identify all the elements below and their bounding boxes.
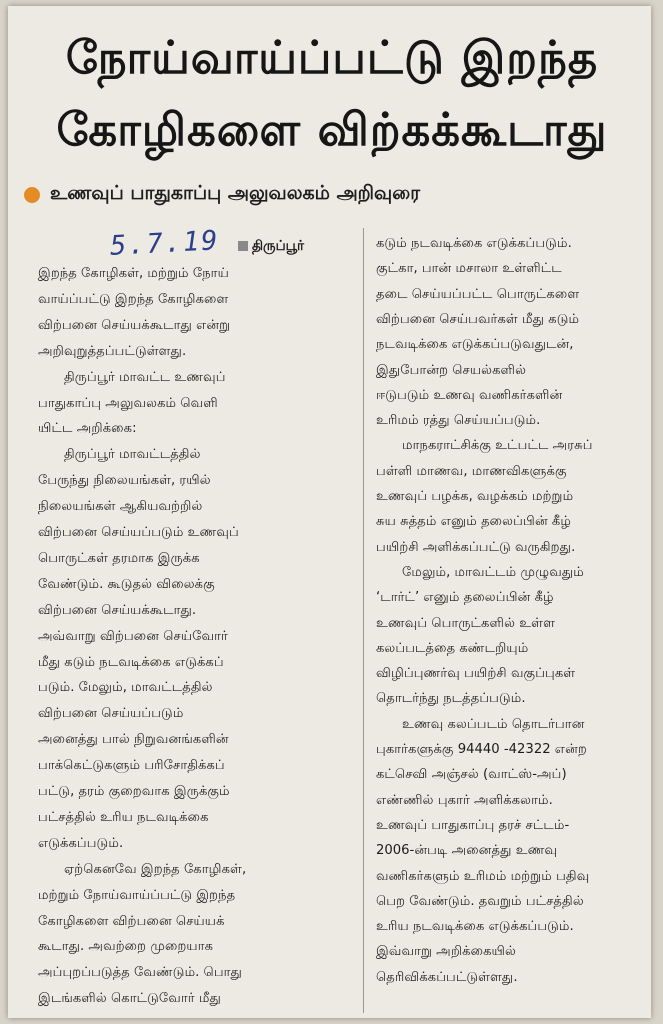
article-line: ‘டார்ட்’ எனும் தலைப்பின் கீழ் xyxy=(376,590,554,606)
column-divider xyxy=(363,228,364,1013)
article-line: இறந்த கோழிகள், மற்றும் நோய் xyxy=(38,266,229,281)
article-line: விற்பனை செய்யக்கூடாது. xyxy=(38,602,197,618)
bullet-dot-icon xyxy=(24,187,40,203)
article-line: மீது கடும் நடவடிக்கை எடுக்கப் xyxy=(38,654,224,670)
article-line: திருப்பூர் மாவட்டத்தில் xyxy=(64,447,201,463)
article-line: மேலும், மாவட்டம் முழுவதும் xyxy=(402,564,584,580)
article-line: கடும் நடவடிக்கை எடுக்கப்படும். xyxy=(376,236,572,251)
newspaper-clipping xyxy=(8,6,651,1018)
article-line: பாதுகாப்பு அலுவலகம் வெளி xyxy=(38,395,218,411)
article-line: வணிகர்களும் உரிமம் மற்றும் பதிவு xyxy=(376,868,590,884)
article-line: எண்ணில் புகார் அளிக்கலாம். xyxy=(376,792,553,808)
article-line: கலப்படத்தை கண்டறியும் xyxy=(376,640,529,656)
article-line: இதுபோன்ற செயல்களில் xyxy=(376,362,527,378)
article-line: உணவுப் பொருட்களில் உள்ள xyxy=(376,615,555,631)
article-line: அப்புறப்படுத்த வேண்டும். பொது xyxy=(38,965,242,981)
article-line: பள்ளி மாணவ, மாணவிகளுக்கு xyxy=(376,463,567,479)
article-line: நடவடிக்கை எடுக்கப்படுவதுடன், xyxy=(376,337,574,353)
headline-line-1: நோய்வாய்ப்பட்டு இறந்த xyxy=(65,31,599,84)
article-line: இடங்களில் கொட்டுவோர் மீது xyxy=(38,991,221,1007)
article-line: உரிமம் ரத்து செய்யப்படும். xyxy=(376,413,541,429)
article-line: ஈடுபடும் உணவு வணிகர்களின் xyxy=(376,387,563,403)
article-line: இவ்வாறு அறிக்கையில் xyxy=(376,944,517,960)
subheadline xyxy=(24,182,644,216)
article-line: அறிவுறுத்தப்பட்டுள்ளது. xyxy=(38,343,187,359)
article-line: விற்பனை செய்யப்படும் xyxy=(38,706,184,722)
article-line: கூடாது. அவற்றை முறையாக xyxy=(38,939,214,955)
article-line: தெரிவிக்கப்பட்டுள்ளது. xyxy=(376,969,518,985)
article-line: பொருட்கள் தரமாக இருக்க xyxy=(38,550,200,566)
article-line: உணவுப் பழக்க, வழக்கம் மற்றும் xyxy=(376,489,574,504)
article-line: விழிப்புணர்வு பயிற்சி வகுப்புகள் xyxy=(376,666,576,682)
article-line: உணவு கலப்படம் தொடர்பான xyxy=(402,716,585,732)
dateline xyxy=(238,238,304,256)
article-line: பேருந்து நிலையங்கள், ரயில் xyxy=(38,473,211,489)
article-line: மற்றும் நோய்வாய்ப்பட்டு இறந்த xyxy=(38,887,236,903)
article-line: விற்பனை செய்யக்கூடாது என்று xyxy=(38,317,231,333)
article-line: அவ்வாறு விற்பனை செய்வோர் xyxy=(38,628,228,644)
article-line: பட்சத்தில் உரிய நடவடிக்கை xyxy=(38,809,209,825)
article-line: கட்செவி அஞ்சல் (வாட்ஸ்-அப்) xyxy=(376,767,567,783)
dateline-text: திருப்பூர் xyxy=(252,238,305,254)
handwritten-date: 5.7.19 xyxy=(109,225,221,262)
article-line: தடை செய்யப்பட்ட பொருட்களை xyxy=(376,286,580,302)
subheadline-text: உணவுப் பாதுகாப்பு அலுவலகம் அறிவுரை xyxy=(50,182,421,204)
article-line: வேண்டும். கூடுதல் விலைக்கு xyxy=(38,576,215,592)
article-line: உணவுப் பாதுகாப்பு தரச் சட்டம்- xyxy=(376,817,570,833)
article-line: உரிய நடவடிக்கை எடுக்கப்படும். xyxy=(376,919,574,935)
article-line: திருப்பூர் மாவட்ட உணவுப் xyxy=(64,369,226,385)
article-line: யிட்ட அறிக்கை: xyxy=(38,421,137,437)
article-line: குட்கா, பான் மசாலா உள்ளிட்ட xyxy=(376,261,562,277)
article-line: கோழிகளை விற்பனை செய்யக் xyxy=(38,913,225,929)
headline-line-2: கோழிகளை விற்கக்கூடாது xyxy=(56,103,608,156)
article-line: அனைத்து பால் நிறுவனங்களின் xyxy=(38,732,229,748)
article-line: பயிற்சி அளிக்கப்பட்டு வருகிறது. xyxy=(376,539,576,555)
article-line: பட்டு, தரம் குறைவாக இருக்கும் xyxy=(38,784,230,799)
article-line: ஏற்கெனவே இறந்த கோழிகள், xyxy=(64,861,247,877)
article-line: வாய்ப்பட்டு இறந்த கோழிகளை xyxy=(38,291,229,307)
article-line: பெற வேண்டும். தவறும் பட்சத்தில் xyxy=(376,893,584,909)
article-line: விற்பனை செய்பவர்கள் மீது கடும் xyxy=(376,311,580,327)
article-line: நிலையங்கள் ஆகியவற்றில் xyxy=(38,499,203,515)
article-line: விற்பனை செய்யப்படும் உணவுப் xyxy=(38,525,239,540)
dateline-square-icon xyxy=(238,241,248,251)
article-line: பாக்கெட்டுகளும் பரிசோதிக்கப் xyxy=(38,758,225,774)
article-line: புகார்களுக்கு 94440 -42322 என்ற xyxy=(376,742,587,757)
article-line: தொடர்ந்து நடத்தப்படும். xyxy=(376,691,526,707)
article-line: சுய சுத்தம் எனும் தலைப்பின் கீழ் xyxy=(376,514,571,530)
article-line: படும். மேலும், மாவட்டத்தில் xyxy=(38,680,213,696)
article-line: மாநகராட்சிக்கு உட்பட்ட அரசுப் xyxy=(402,438,593,454)
article-line: 2006-ன்படி அனைத்து உணவு xyxy=(376,843,558,859)
article-line: எடுக்கப்படும். xyxy=(38,835,124,851)
